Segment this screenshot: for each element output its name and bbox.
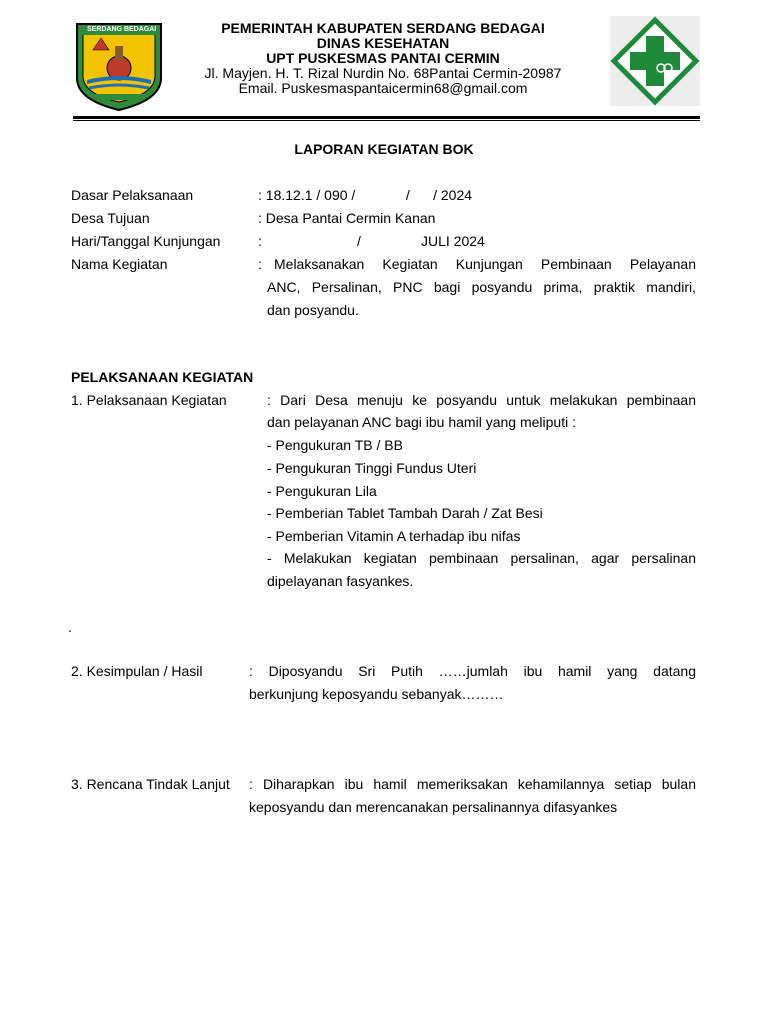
- regency-emblem-logo: [73, 20, 165, 112]
- section-title: PELAKSANAAN KEGIATAN: [71, 369, 254, 385]
- item1-line: dipelayanan fasyankes.: [267, 573, 414, 589]
- nama-colon: :: [258, 256, 262, 272]
- nama-label: Nama Kegiatan: [71, 256, 168, 272]
- item2-label: 2. Kesimpulan / Hasil: [71, 663, 203, 679]
- item1-bullet: - Pengukuran Tinggi Fundus Uteri: [267, 460, 477, 476]
- dasar-label: Dasar Pelaksanaan: [71, 187, 194, 203]
- item3-label: 3. Rencana Tindak Lanjut: [71, 776, 230, 792]
- item2-line: berkunjung keposyandu sebanyak………: [249, 686, 504, 702]
- desa-label: Desa Tujuan: [71, 210, 150, 226]
- item1-bullet: - Melakukan kegiatan pembinaan persalinan, agar persalinan: [267, 550, 696, 566]
- item1-line: dan pelayanan ANC bagi ibu hamil yang meliputi :: [267, 414, 576, 430]
- item1-bullet: - Pemberian Vitamin A terhadap ibu nifas: [267, 528, 521, 544]
- letterhead-rule: [73, 116, 700, 119]
- letterhead-email: Email. Puskesmaspantaicermin68@gmail.com: [238, 80, 528, 96]
- item1-bullet: - Pemberian Tablet Tambah Darah / Zat Besi: [267, 505, 543, 521]
- dasar-value: : 18.12.1 / 090 / / / 2024: [258, 187, 473, 203]
- item2-line: : Diposyandu Sri Putih ……jumlah ibu hamil yang datang: [249, 663, 696, 679]
- desa-value: : Desa Pantai Cermin Kanan: [258, 210, 436, 226]
- item3-line: : Diharapkan ibu hamil memeriksakan kehamilannya setiap bulan: [249, 776, 696, 792]
- hari-slash: /: [357, 233, 361, 249]
- puskesmas-logo: [610, 16, 700, 106]
- report-title: LAPORAN KEGIATAN BOK: [294, 141, 474, 157]
- nama-line-3: dan posyandu.: [267, 302, 359, 318]
- hari-colon: :: [258, 233, 262, 249]
- item1-line: : Dari Desa menuju ke posyandu untuk melakukan pembinaan: [267, 392, 696, 408]
- item1-label: 1. Pelaksanaan Kegiatan: [71, 392, 227, 408]
- item1-bullet: - Pengukuran Lila: [267, 483, 377, 499]
- stray-dot: .: [68, 619, 72, 635]
- nama-line-1: Melaksanakan Kegiatan Kunjungan Pembinaan Pelayanan: [274, 256, 696, 272]
- hari-label: Hari/Tanggal Kunjungan: [71, 233, 221, 249]
- item3-line: keposyandu dan merencanakan persalinannya difasyankes: [249, 799, 618, 815]
- hari-month: JULI 2024: [421, 233, 485, 249]
- item1-bullet: - Pengukuran TB / BB: [267, 437, 403, 453]
- nama-line-2: ANC, Persalinan, PNC bagi posyandu prima, praktik mandiri,: [267, 279, 696, 295]
- letterhead-address: Jl. Mayjen. H. T. Rizal Nurdin No. 68Pantai Cermin-20987: [204, 65, 562, 81]
- letterhead-unit: UPT PUSKESMAS PANTAI CERMIN: [266, 50, 500, 66]
- letterhead-rule-thin: [73, 120, 700, 121]
- letterhead-department: DINAS KESEHATAN: [316, 35, 450, 51]
- letterhead-government: PEMERINTAH KABUPATEN SERDANG BEDAGAI: [221, 20, 545, 36]
- emblem-name-text: SERDANG BEDAGAI: [87, 26, 157, 33]
